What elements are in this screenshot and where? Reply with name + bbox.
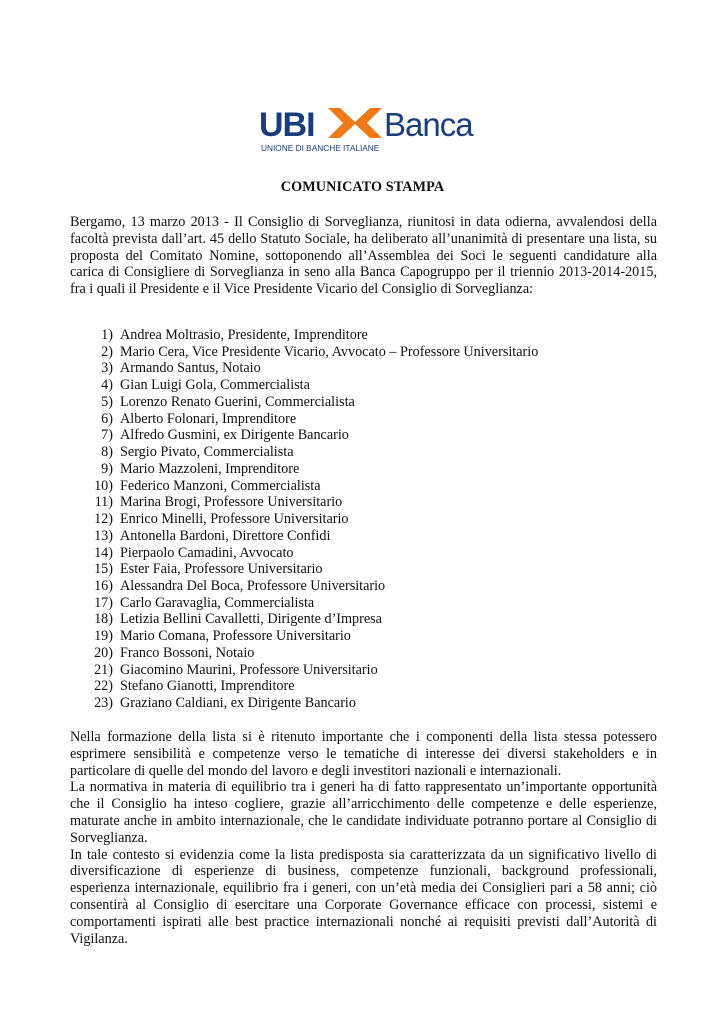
list-item xyxy=(87,645,607,662)
list-item-number: 13) xyxy=(94,527,113,544)
list-item xyxy=(87,461,607,478)
list-item xyxy=(87,377,607,394)
list-item-number: 5) xyxy=(101,393,113,410)
list-item xyxy=(87,578,607,595)
paragraph-diversification: In tale contesto si evidenzia come la lista predisposta sia caratterizzata da un significativo livello di diversificazione di esperienze di business, competenze funzionali, background professionali, esperienza internazionale, equilibrio fra i generi, con un’età media dei Consiglieri pari a 58 anni; ciò consentirà al Consiglio di esercitare una Corporate Governance efficace con processi, sistemi e comportamenti ispirati alle best practice internazionali nonché ai requisiti previsti dall’Autorità di Vigilanza. xyxy=(70,846,657,947)
list-item-number: 15) xyxy=(94,561,113,578)
list-item-text: Alberto Folonari, Imprenditore xyxy=(120,410,297,427)
list-item-number: 19) xyxy=(94,628,113,645)
list-item-text: Mario Comana, Professore Universitario xyxy=(120,628,351,645)
list-item-text: Graziano Caldiani, ex Dirigente Bancario xyxy=(120,695,356,712)
logo-chevrons-icon xyxy=(328,108,382,138)
list-item-number: 14) xyxy=(94,544,113,561)
document-title: COMUNICATO STAMPA xyxy=(280,179,445,195)
list-item-text: Enrico Minelli, Professore Universitario xyxy=(120,511,349,528)
ubi-banca-logo xyxy=(259,100,489,155)
list-item-text: Mario Mazzoleni, Imprenditore xyxy=(120,460,300,477)
list-item-text: Andrea Moltrasio, Presidente, Imprenditore xyxy=(120,327,368,343)
list-item xyxy=(87,628,607,645)
list-item xyxy=(87,595,607,612)
list-item-number: 22) xyxy=(94,678,113,695)
candidate-list xyxy=(87,327,607,712)
list-item-text: Mario Cera, Vice Presidente Vicario, Avvocato – Professore Universitario xyxy=(120,343,539,360)
list-item-text: Pierpaolo Camadini, Avvocato xyxy=(120,544,294,561)
list-item-text: Carlo Garavaglia, Commercialista xyxy=(120,594,315,611)
list-item-text: Federico Manzoni, Commercialista xyxy=(120,477,321,494)
logo-wordmark-ubi: UBI xyxy=(259,106,315,144)
list-item-number: 21) xyxy=(94,661,113,678)
list-item xyxy=(87,344,607,361)
list-item-text: Ester Faia, Professore Universitario xyxy=(120,561,323,578)
list-item-number: 8) xyxy=(101,444,113,461)
list-item xyxy=(87,360,607,377)
list-item xyxy=(87,611,607,628)
list-item xyxy=(87,662,607,679)
list-item-text: Lorenzo Renato Guerini, Commercialista xyxy=(120,393,355,410)
list-item xyxy=(87,411,607,428)
list-item xyxy=(87,478,607,495)
list-item-number: 9) xyxy=(101,460,113,477)
list-item xyxy=(87,511,607,528)
list-item-number: 10) xyxy=(94,477,113,494)
list-item-number: 7) xyxy=(101,427,113,444)
list-item xyxy=(87,678,607,695)
list-item xyxy=(87,394,607,411)
list-item xyxy=(87,545,607,562)
list-item-text: Marina Brogi, Professore Universitario xyxy=(120,494,343,511)
list-item xyxy=(87,494,607,511)
list-item-number: 3) xyxy=(101,360,113,377)
list-item xyxy=(87,695,607,712)
list-item xyxy=(87,561,607,578)
list-item-number: 23) xyxy=(94,695,113,712)
list-item xyxy=(87,327,607,344)
list-item-number: 11) xyxy=(94,494,113,511)
list-item-number: 6) xyxy=(101,410,113,427)
list-item xyxy=(87,427,607,444)
list-item xyxy=(87,444,607,461)
logo-tagline: UNIONE DI BANCHE ITALIANE xyxy=(261,143,380,153)
list-item-text: Letizia Bellini Cavalletti, Dirigente d’Impresa xyxy=(120,611,382,628)
list-item-text: Alfredo Gusmini, ex Dirigente Bancario xyxy=(120,427,349,444)
list-item xyxy=(87,528,607,545)
list-item-number: 17) xyxy=(94,594,113,611)
closing-section xyxy=(70,729,657,947)
list-item-number: 20) xyxy=(94,644,113,661)
intro-section xyxy=(70,214,657,298)
list-item-number: 4) xyxy=(101,377,113,394)
list-item-text: Armando Santus, Notaio xyxy=(120,360,261,377)
logo-wordmark-banca: Banca xyxy=(384,106,473,143)
list-item-text: Antonella Bardoni, Direttore Confidi xyxy=(120,527,331,544)
list-item-text: Sergio Pivato, Commercialista xyxy=(120,444,294,461)
list-item-text: Alessandra Del Boca, Professore Universitario xyxy=(120,578,386,595)
list-item-number: 2) xyxy=(101,343,113,360)
paragraph-gender-balance: La normativa in materia di equilibrio tra i generi ha di fatto rappresentato un’importante opportunità che il Consiglio ha inteso cogliere, grazie all’arricchimento delle competenze e delle esperienze, maturate anche in ambito internazionale, che le candidate individuate potranno portare al Consiglio di Sorveglianza. xyxy=(70,779,657,846)
list-item-number: 1) xyxy=(101,327,113,343)
list-item-number: 18) xyxy=(94,611,113,628)
intro-paragraph: Bergamo, 13 marzo 2013 - Il Consiglio di Sorveglianza, riunitosi in data odierna, avvalendosi della facoltà prevista dall’art. 45 dello Statuto Sociale, ha deliberato all’unanimità di presentare una lista, su proposta del Comitato Nomine, sottoponendo all’Assemblea dei Soci le seguenti candidature alla carica di Consigliere di Sorveglianza in seno alla Banca Capogruppo per il triennio 2013-2014-2015, fra i quali il Presidente e il Vice Presidente Vicario del Consiglio di Sorveglianza: xyxy=(70,214,657,298)
list-item-text: Franco Bossoni, Notaio xyxy=(120,644,255,661)
list-item-text: Giacomino Maurini, Professore Universitario xyxy=(120,661,378,678)
list-item-number: 12) xyxy=(94,511,113,528)
list-item-number: 16) xyxy=(94,578,113,595)
list-item-text: Stefano Gianotti, Imprenditore xyxy=(120,678,295,695)
paragraph-list-formation: Nella formazione della lista si è ritenuto importante che i componenti della lista stessa potessero esprimere sensibilità e competenze verso le tematiche di interesse dei diversi stakeholders e in particolare di quelle del mondo del lavoro e degli investitori nazionali e internazionali. xyxy=(70,729,657,779)
list-item-text: Gian Luigi Gola, Commercialista xyxy=(120,377,310,394)
